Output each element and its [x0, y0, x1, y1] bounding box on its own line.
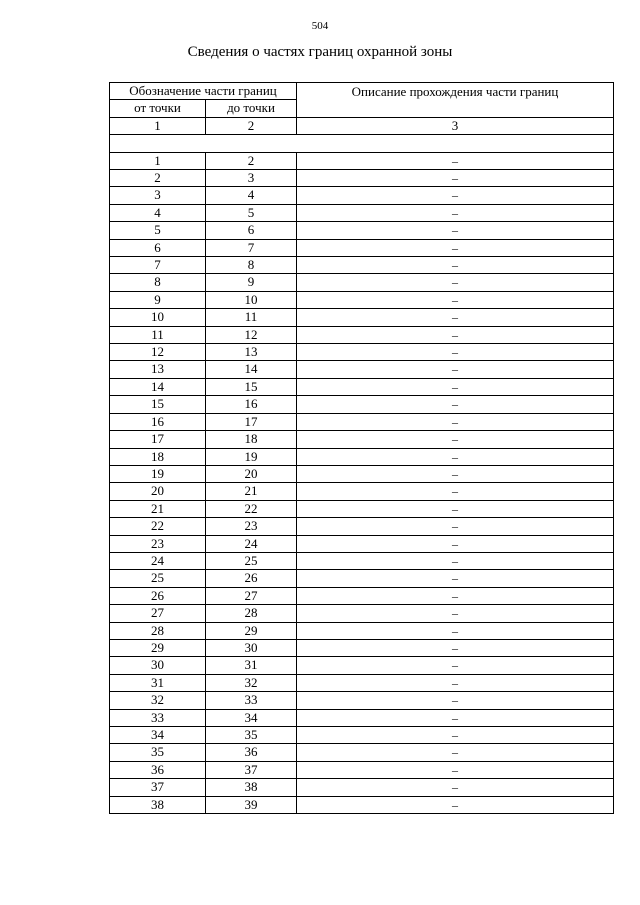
to-point-cell: 5	[206, 204, 297, 221]
description-cell: –	[297, 378, 614, 395]
to-point-cell: 34	[206, 709, 297, 726]
to-point-cell: 38	[206, 779, 297, 796]
from-point-cell: 7	[110, 257, 206, 274]
description-cell: –	[297, 413, 614, 430]
from-point-cell: 30	[110, 657, 206, 674]
table-row	[110, 744, 614, 761]
header-to-point: до точки	[206, 100, 297, 117]
header-description: Описание прохождения части границ	[297, 83, 614, 118]
from-point-cell: 10	[110, 309, 206, 326]
from-point-cell: 32	[110, 692, 206, 709]
description-cell: –	[297, 796, 614, 813]
to-point-cell: 29	[206, 622, 297, 639]
description-cell: –	[297, 483, 614, 500]
to-point-cell: 35	[206, 727, 297, 744]
description-cell: –	[297, 344, 614, 361]
description-cell: –	[297, 761, 614, 778]
table-row	[110, 657, 614, 674]
table-row	[110, 309, 614, 326]
table-row	[110, 622, 614, 639]
table-row	[110, 779, 614, 796]
to-point-cell: 30	[206, 639, 297, 656]
to-point-cell: 22	[206, 500, 297, 517]
to-point-cell: 18	[206, 431, 297, 448]
description-cell: –	[297, 257, 614, 274]
table-row	[110, 727, 614, 744]
to-point-cell: 13	[206, 344, 297, 361]
to-point-cell: 14	[206, 361, 297, 378]
description-cell: –	[297, 239, 614, 256]
table-row	[110, 361, 614, 378]
from-point-cell: 36	[110, 761, 206, 778]
table-row	[110, 396, 614, 413]
table-row	[110, 796, 614, 813]
from-point-cell: 31	[110, 674, 206, 691]
table-row	[110, 587, 614, 604]
from-point-cell: 25	[110, 570, 206, 587]
description-cell: –	[297, 309, 614, 326]
from-point-cell: 23	[110, 535, 206, 552]
page-number: 504	[311, 20, 329, 32]
from-point-cell: 24	[110, 552, 206, 569]
column-number: 1	[110, 117, 206, 134]
from-point-cell: 22	[110, 518, 206, 535]
to-point-cell: 27	[206, 587, 297, 604]
table-row	[110, 761, 614, 778]
description-cell: –	[297, 170, 614, 187]
description-cell: –	[297, 605, 614, 622]
table-row	[110, 431, 614, 448]
description-cell: –	[297, 448, 614, 465]
page-title: Сведения о частях границ охранной зоны	[187, 44, 453, 60]
to-point-cell: 39	[206, 796, 297, 813]
table-row	[110, 674, 614, 691]
from-point-cell: 6	[110, 239, 206, 256]
from-point-cell: 2	[110, 170, 206, 187]
from-point-cell: 37	[110, 779, 206, 796]
from-point-cell: 9	[110, 291, 206, 308]
to-point-cell: 32	[206, 674, 297, 691]
to-point-cell: 23	[206, 518, 297, 535]
to-point-cell: 31	[206, 657, 297, 674]
table-body	[110, 152, 614, 813]
from-point-cell: 29	[110, 639, 206, 656]
table-row	[110, 326, 614, 343]
table-row	[110, 500, 614, 517]
to-point-cell: 3	[206, 170, 297, 187]
from-point-cell: 17	[110, 431, 206, 448]
to-point-cell: 20	[206, 465, 297, 482]
from-point-cell: 14	[110, 378, 206, 395]
from-point-cell: 4	[110, 204, 206, 221]
to-point-cell: 12	[206, 326, 297, 343]
boundary-parts-table	[109, 82, 614, 814]
to-point-cell: 19	[206, 448, 297, 465]
to-point-cell: 7	[206, 239, 297, 256]
header-from-point: от точки	[110, 100, 206, 117]
to-point-cell: 36	[206, 744, 297, 761]
from-point-cell: 11	[110, 326, 206, 343]
description-cell: –	[297, 204, 614, 221]
to-point-cell: 24	[206, 535, 297, 552]
table-row	[110, 639, 614, 656]
to-point-cell: 28	[206, 605, 297, 622]
table-row	[110, 152, 614, 169]
description-cell: –	[297, 587, 614, 604]
from-point-cell: 33	[110, 709, 206, 726]
to-point-cell: 37	[206, 761, 297, 778]
from-point-cell: 18	[110, 448, 206, 465]
table-row	[110, 170, 614, 187]
table-row	[110, 413, 614, 430]
description-cell: –	[297, 326, 614, 343]
description-cell: –	[297, 727, 614, 744]
description-cell: –	[297, 431, 614, 448]
to-point-cell: 16	[206, 396, 297, 413]
table-row	[110, 518, 614, 535]
to-point-cell: 11	[206, 309, 297, 326]
table-row	[110, 204, 614, 221]
from-point-cell: 8	[110, 274, 206, 291]
description-cell: –	[297, 361, 614, 378]
description-cell: –	[297, 552, 614, 569]
table-row	[110, 274, 614, 291]
description-cell: –	[297, 274, 614, 291]
table-row	[110, 605, 614, 622]
table-row	[110, 239, 614, 256]
table-row	[110, 187, 614, 204]
column-number: 2	[206, 117, 297, 134]
from-point-cell: 27	[110, 605, 206, 622]
description-cell: –	[297, 152, 614, 169]
from-point-cell: 19	[110, 465, 206, 482]
description-cell: –	[297, 535, 614, 552]
description-cell: –	[297, 518, 614, 535]
table-row	[110, 222, 614, 239]
from-point-cell: 5	[110, 222, 206, 239]
description-cell: –	[297, 396, 614, 413]
table-row	[110, 535, 614, 552]
table-row	[110, 291, 614, 308]
to-point-cell: 10	[206, 291, 297, 308]
description-cell: –	[297, 779, 614, 796]
description-cell: –	[297, 692, 614, 709]
from-point-cell: 38	[110, 796, 206, 813]
table-row	[110, 257, 614, 274]
description-cell: –	[297, 291, 614, 308]
spacer-row	[110, 135, 614, 152]
description-cell: –	[297, 222, 614, 239]
table-row	[110, 570, 614, 587]
from-point-cell: 35	[110, 744, 206, 761]
to-point-cell: 6	[206, 222, 297, 239]
from-point-cell: 21	[110, 500, 206, 517]
to-point-cell: 2	[206, 152, 297, 169]
from-point-cell: 20	[110, 483, 206, 500]
description-cell: –	[297, 570, 614, 587]
table-row	[110, 709, 614, 726]
description-cell: –	[297, 465, 614, 482]
description-cell: –	[297, 500, 614, 517]
to-point-cell: 25	[206, 552, 297, 569]
to-point-cell: 26	[206, 570, 297, 587]
description-cell: –	[297, 657, 614, 674]
table-row	[110, 465, 614, 482]
description-cell: –	[297, 744, 614, 761]
table-row	[110, 483, 614, 500]
table-row	[110, 552, 614, 569]
to-point-cell: 17	[206, 413, 297, 430]
description-cell: –	[297, 639, 614, 656]
table-row	[110, 378, 614, 395]
description-cell: –	[297, 674, 614, 691]
description-cell: –	[297, 622, 614, 639]
from-point-cell: 3	[110, 187, 206, 204]
from-point-cell: 26	[110, 587, 206, 604]
from-point-cell: 16	[110, 413, 206, 430]
from-point-cell: 15	[110, 396, 206, 413]
from-point-cell: 34	[110, 727, 206, 744]
description-cell: –	[297, 187, 614, 204]
description-cell: –	[297, 709, 614, 726]
table-row	[110, 344, 614, 361]
header-boundary-designation: Обозначение части границ	[110, 83, 297, 100]
from-point-cell: 12	[110, 344, 206, 361]
to-point-cell: 8	[206, 257, 297, 274]
to-point-cell: 33	[206, 692, 297, 709]
to-point-cell: 4	[206, 187, 297, 204]
table-row	[110, 692, 614, 709]
from-point-cell: 28	[110, 622, 206, 639]
from-point-cell: 1	[110, 152, 206, 169]
to-point-cell: 15	[206, 378, 297, 395]
from-point-cell: 13	[110, 361, 206, 378]
table-row	[110, 448, 614, 465]
column-number: 3	[297, 117, 614, 134]
to-point-cell: 21	[206, 483, 297, 500]
to-point-cell: 9	[206, 274, 297, 291]
